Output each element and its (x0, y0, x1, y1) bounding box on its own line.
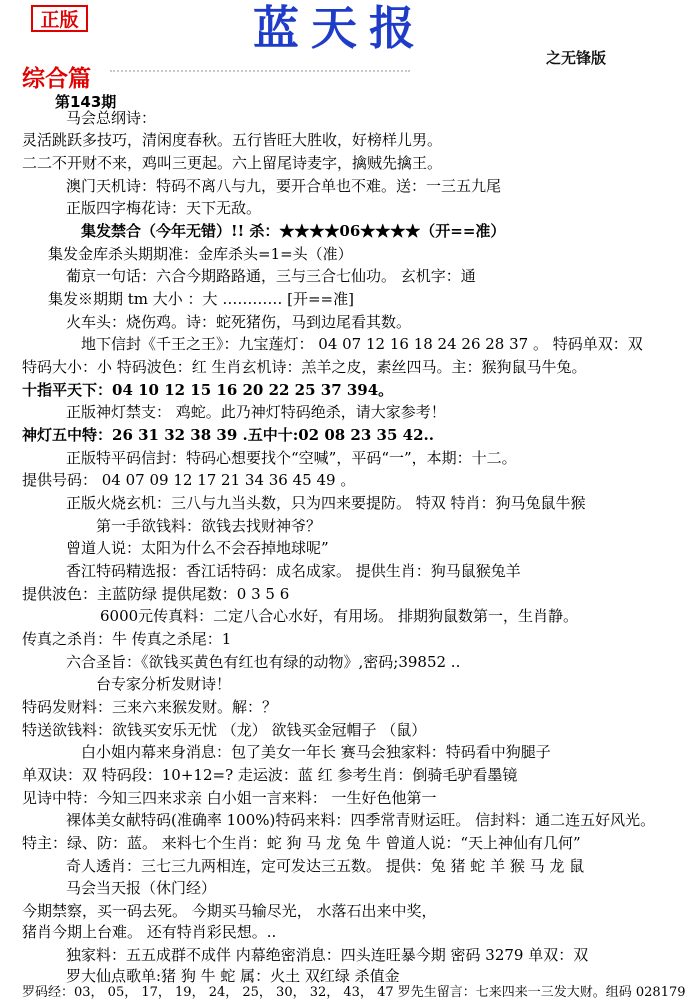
text-line: 奇人透肖：三七三九两相连，定可发达三五数。 提供：兔 猪 蛇 羊 猴 马 龙 鼠 (66, 857, 585, 875)
decorative-divider (110, 70, 410, 75)
text-line: 正版神灯禁支： 鸡蛇。此乃神灯特码绝杀，请大家参考！ (66, 403, 446, 421)
text-line: 地下信封《千王之王》：九宝莲灯： 04 07 12 16 18 24 26 28 37 。 特码单双：双 (81, 335, 643, 353)
text-line: 特主：绿、防：蓝。 来料七个生肖：蛇 狗 马 龙 兔 牛 曾道人说：“天上神仙有几何” (22, 834, 581, 852)
text-line: 马会当天报（休门经） (66, 879, 217, 897)
text-line: 澳门天机诗：特码不离八与九，要开合单也不难。送：一三五九尾 (66, 177, 502, 195)
text-line: 集发金库杀头期期准：金库杀头=1=头（准） (48, 245, 353, 263)
text-line: 传真之杀肖：牛 传真之杀尾：1 (22, 630, 232, 648)
text-line: 台专家分析发财诗！ (96, 675, 232, 693)
text-line: 今期禁察，买一码去死。 今期买马输尽光， 水落石出来中奖， (22, 902, 437, 920)
text-line: 白小姐内幕来身消息：包了美女一年长 赛马会独家料：特码看中狗腿子 (81, 743, 551, 761)
text-line: 单双诀：双 特码段：10+12=? 走运波：蓝 红 参考生肖：倒骑毛驴看墨镜 (22, 766, 518, 784)
text-line: 特码大小：小 特码波色：红 生肖玄机诗：羔羊之皮，素丝四马。主：猴狗鼠马牛兔。 (22, 358, 587, 376)
genuine-stamp: 正版 (31, 5, 88, 32)
text-line: 特码发财料：三来六来猴发财。解：？ (22, 698, 278, 716)
text-line: 独家料：五五成群不成伴 内幕绝密消息：四头连旺暴今期 密码 3279 单双：双 (66, 946, 589, 964)
text-line: 二二不开财不来，鸡叫三更起。六上留尾诗麦字，擒贼先擒王。 (22, 154, 443, 172)
text-line: 裸体美女献特码(准确率 100%)特码来料：四季常青财运旺。 信封料：通二连五好风光。 (66, 811, 656, 829)
text-line: 猪肖今期上台难。 还有特肖彩民想。.. (22, 923, 277, 941)
text-line: 6000元传真料：二定八合心水好，有用场。 排期狗鼠数第一，生肖静。 (100, 607, 578, 625)
text-line: 火车头：烧伤鸡。诗：蛇死猪伤，马到边尾看其数。 (66, 313, 412, 331)
text-line: 马会总纲诗： (66, 109, 157, 127)
text-line: 罗大仙点歌单:猪 狗 牛 蛇 属：火土 双红绿 杀值金 (66, 967, 400, 985)
text-line: 提供号码： 04 07 09 12 17 21 34 36 45 49 。 (22, 471, 356, 489)
issue-number: 第143期 (55, 93, 117, 111)
text-line: 罗码经：03， 05， 17， 19， 24， 25， 30， 32， 43， 47 罗先生留言：七来四来一三发大财。组码 028179 (22, 985, 686, 1000)
text-line: 集发※期期 tm 大小 ：大 ………… [开==准] (48, 290, 354, 308)
text-line: 葡京一句话：六合今期路路通，三与三合七仙功。 玄机字：通 (66, 267, 476, 285)
text-line: 灵活跳跃多技巧，清闲度春秋。五行皆旺大胜收，好榜样儿男。 (22, 131, 443, 149)
edition-label: 之无锋版 (546, 49, 607, 67)
text-line: 正版特平码信封：特码心想要找个“空喊”，平码“一”，本期：十二。 (66, 449, 517, 467)
text-line: 提供波色：主蓝防绿 提供尾数：0 3 5 6 (22, 585, 290, 603)
text-line: 神灯五中特：26 31 32 38 39 .五中十:02 08 23 35 42.. (22, 426, 434, 444)
text-line: 曾道人说：太阳为什么不会吞掉地球呢” (66, 539, 329, 557)
masthead-title: 蓝天报 (253, 1, 427, 55)
text-line: 正版火烧玄机：三八与九当头数，只为四来要提防。 特双 特肖：狗马兔鼠牛猴 (66, 494, 586, 512)
text-line: 正版四字梅花诗：天下无敌。 (66, 199, 262, 217)
text-line: 六合圣旨：《欲钱买黄色有红也有绿的动物》,密码;39852 .. (66, 653, 461, 671)
text-line: 集发禁合（今年无错）!! 杀：★★★★06★★★★（开==准） (81, 222, 506, 240)
text-line: 见诗中特：今知三四来求亲 白小姐一言来料： 一生好色他第一 (22, 789, 437, 807)
text-line: 第一手欲钱料：欲钱去找财神爷？ (96, 517, 322, 535)
text-line: 香江特码精选报：香江话特码：成名成家。 提供生肖：狗马鼠猴兔羊 (66, 562, 521, 580)
text-line: 十指平天下：04 10 12 15 16 20 22 25 37 394。 (22, 381, 394, 399)
section-heading: 综合篇 (22, 65, 91, 92)
text-line: 特送欲钱料：欲钱买安乐无忧 （龙） 欲钱买金冠帽子 （鼠） (22, 721, 427, 739)
